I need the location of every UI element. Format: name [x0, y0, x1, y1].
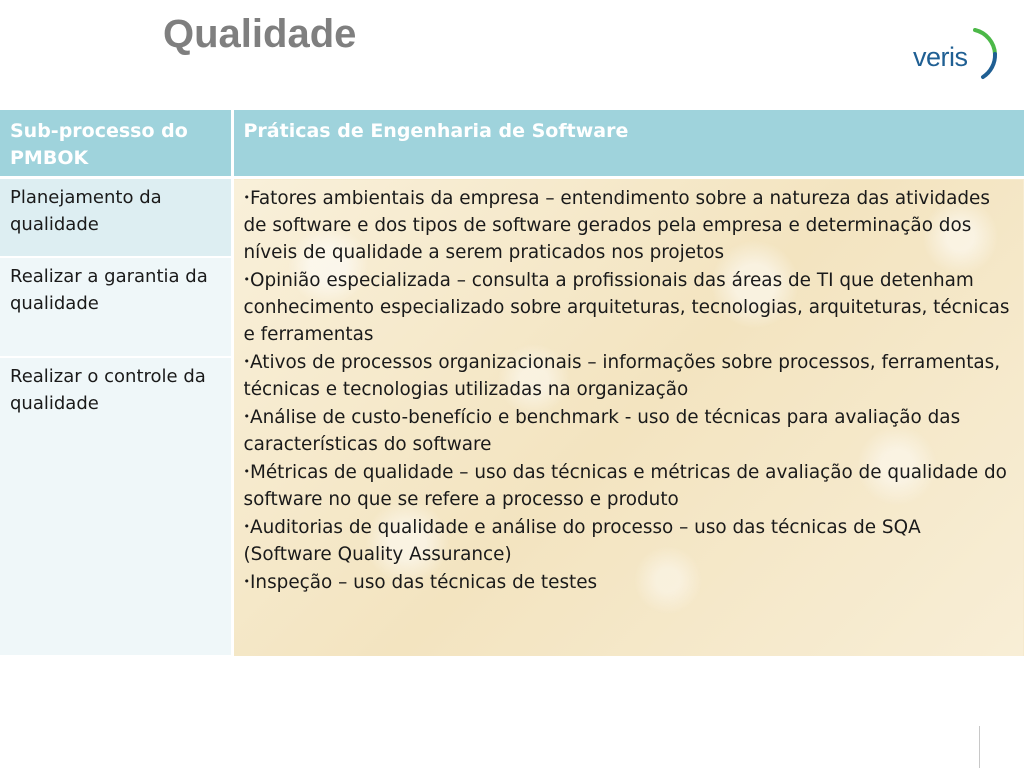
slide-divider	[979, 726, 980, 768]
header-practices: Práticas de Engenharia de Software	[232, 110, 1024, 178]
table-row	[0, 178, 1024, 257]
practice-text: Fatores ambientais da empresa – entendimento sobre a natureza das atividades de software e dos tipos de software gerados pela empresa e determinação dos níveis de qualidade a serem praticados nos projetos	[243, 188, 990, 263]
bullet-icon: •	[243, 191, 250, 204]
practice-text: Ativos de processos organizacionais – informações sobre processos, ferramentas, técnicas e tecnologias utilizadas na organização	[243, 352, 1001, 400]
bullet-icon: •	[243, 520, 250, 533]
list-item	[244, 403, 1011, 458]
list-item	[244, 266, 1011, 348]
quality-practices-table	[0, 110, 1024, 657]
practice-text: Análise de custo-benefício e benchmark - uso de técnicas para avaliação das características do software	[243, 407, 961, 455]
practice-text: Inspeção – uso das técnicas de testes	[250, 572, 598, 593]
slide-title: Qualidade	[163, 12, 357, 56]
veris-logo	[905, 24, 1005, 84]
practice-text: Auditorias de qualidade e análise do processo – uso das técnicas de SQA (Software Quality Assurance)	[243, 517, 921, 565]
bullet-icon: •	[243, 355, 250, 368]
bullet-icon: •	[243, 410, 250, 423]
list-item	[244, 568, 1011, 596]
practice-text: Opinião especializada – consulta a profissionais das áreas de TI que detenham conhecimento especializado sobre arquiteturas, tecnologias, arquiteturas, técnicas e ferramentas	[243, 270, 1010, 345]
list-item	[244, 348, 1011, 403]
practices-cell	[232, 178, 1024, 656]
bullet-icon: •	[243, 465, 250, 478]
header-subprocess: Sub-processo do PMBOK	[0, 110, 232, 178]
practice-text: Métricas de qualidade – uso das técnicas e métricas de avaliação de qualidade do software no que se refere a processo e produto	[243, 462, 1007, 510]
subprocess-assurance: Realizar a garantia da qualidade	[0, 257, 232, 357]
list-item	[244, 458, 1011, 513]
subprocess-control: Realizar o controle da qualidade	[0, 357, 232, 656]
subprocess-planning: Planejamento da qualidade	[0, 178, 232, 257]
bullet-icon: •	[243, 575, 250, 588]
list-item	[244, 184, 1011, 266]
bullet-icon: •	[243, 273, 250, 286]
logo-wordmark: veris	[913, 42, 968, 72]
practices-list	[244, 184, 1011, 596]
list-item	[244, 513, 1011, 568]
table-header-row	[0, 110, 1024, 178]
